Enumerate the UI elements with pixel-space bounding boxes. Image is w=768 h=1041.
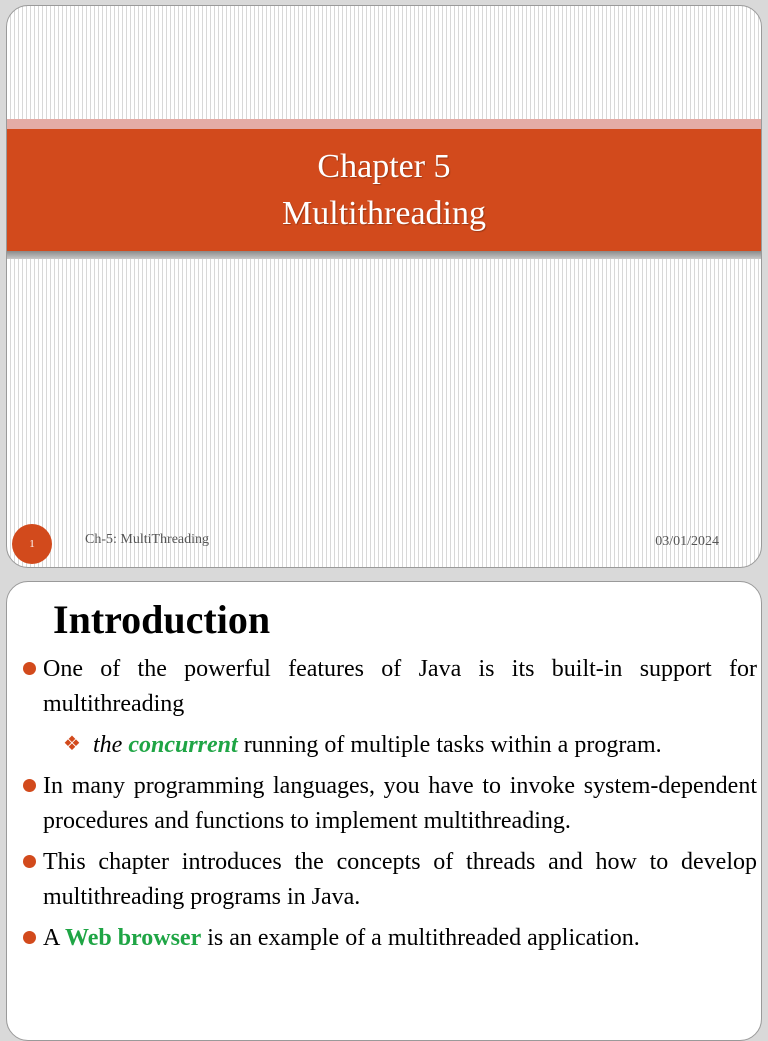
bullet-item (21, 921, 757, 956)
introduction-slide (6, 581, 762, 1041)
bullet-text-start: A (43, 925, 60, 951)
sub-bullet-text: running of multiple tasks within a program. (243, 732, 662, 758)
bullet-dot-icon (23, 662, 36, 675)
bullet-list (21, 652, 757, 962)
bullet-text: is an example of a multithreaded application. (207, 925, 640, 951)
chapter-subtitle: Multithreading (282, 195, 486, 232)
bullet-item (21, 652, 757, 722)
slide-heading: Introduction (53, 597, 271, 642)
footer-date: 03/01/2024 (655, 534, 719, 549)
sub-bullet-item (21, 728, 757, 763)
bullet-dot-icon (23, 931, 36, 944)
bullet-item (21, 845, 757, 915)
sub-bullet-italic: the (93, 732, 123, 758)
chapter-title: Chapter 5 (317, 148, 451, 185)
diamond-bullet-icon: ❖ (63, 733, 81, 755)
bullet-text: In many programming languages, you have to invoke system-dependent procedures and functions to implement multithreading. (43, 773, 757, 834)
banner-top-stripe (7, 119, 761, 129)
bullet-highlight: Web browser (65, 925, 202, 951)
bullet-item (21, 769, 757, 839)
page-number: 1 (29, 538, 35, 550)
title-slide (6, 5, 762, 568)
footer-title: Ch-5: MultiThreading (85, 532, 210, 547)
page-number-badge (12, 524, 52, 564)
bullet-dot-icon (23, 855, 36, 868)
banner-shadow (7, 251, 761, 259)
bullet-text: One of the powerful features of Java is its built-in support for multithreading (43, 656, 757, 717)
title-banner (7, 129, 761, 251)
sub-bullet-highlight: concurrent (128, 732, 238, 758)
bullet-text: This chapter introduces the concepts of threads and how to develop multithreading programs in Java. (43, 849, 757, 910)
bullet-dot-icon (23, 779, 36, 792)
